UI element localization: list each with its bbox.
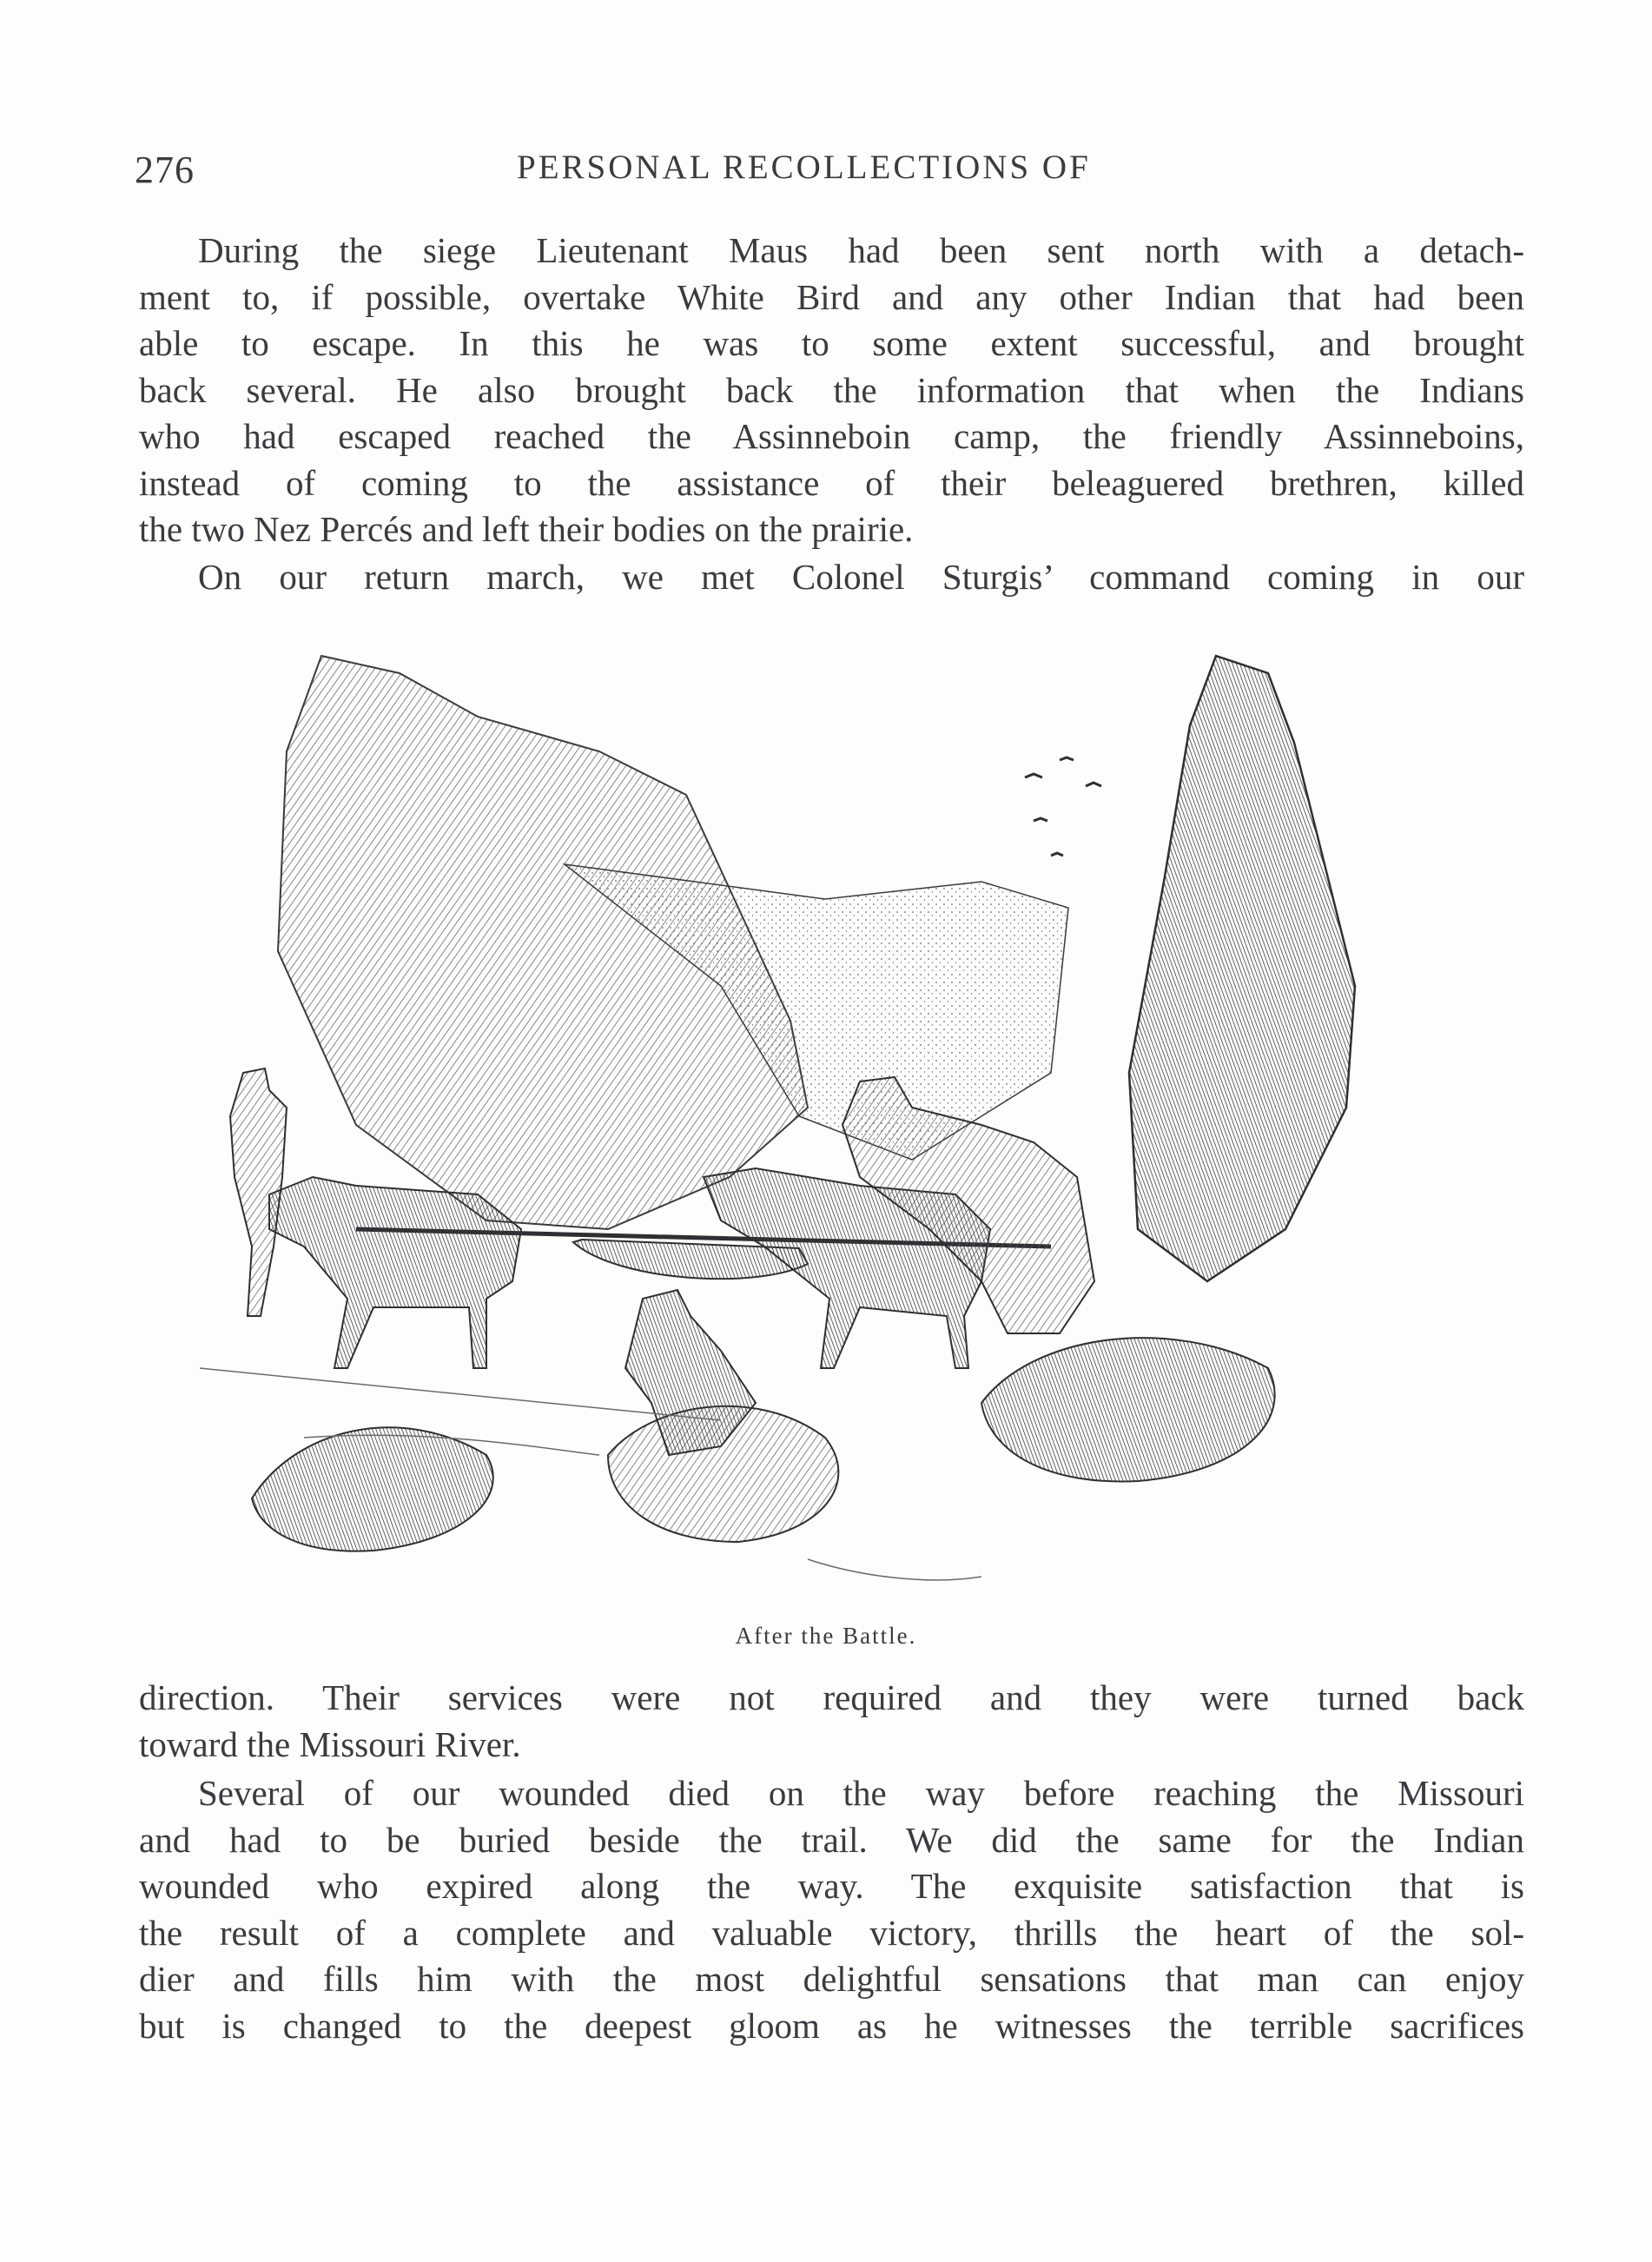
text-line: During the siege Lieutenant Maus had been sent north with a detach-	[198, 230, 1524, 270]
text-line: instead of coming to the assistance of their beleaguered brethren, killed	[139, 462, 1524, 503]
running-head: PERSONAL RECOLLECTIONS OF	[517, 149, 1091, 186]
paragraph-return-march	[139, 554, 1524, 601]
text-line: but is changed to the deepest gloom as he witnesses the terrible sacrifices	[139, 2005, 1524, 2046]
text-line: On our return march, we met Colonel Sturgis’ command coming in our	[198, 557, 1524, 597]
paragraph-siege	[139, 228, 1524, 553]
soldier-left	[230, 1068, 287, 1316]
text-line: direction. Their services were not required and they were turned back	[139, 1677, 1524, 1717]
engraving-illustration	[200, 621, 1433, 1603]
figure-caption: After the Battle.	[735, 1623, 917, 1649]
text-line: toward the Missouri River.	[139, 1723, 521, 1764]
paragraph-direction	[139, 1675, 1524, 1768]
text-line: ment to, if possible, overtake White Bird and any other Indian that had been	[139, 276, 1524, 317]
right-rock-pillar	[1129, 656, 1355, 1281]
foreground-rock-right	[981, 1338, 1275, 1481]
text-line: back several. He also brought back the information that when the Indians	[139, 369, 1524, 410]
text-line: the two Nez Percés and left their bodies on the prairie.	[139, 509, 914, 549]
text-line: who had escaped reached the Assinneboin camp, the friendly Assinneboins,	[139, 416, 1524, 456]
page-number: 276	[135, 149, 195, 191]
left-mule	[269, 1177, 521, 1368]
text-line: the result of a complete and valuable victory, thrills the heart of the sol-	[139, 1912, 1524, 1953]
bird-flock	[1025, 757, 1101, 856]
text-line: and had to be buried beside the trail. We did the same for the Indian	[139, 1819, 1524, 1860]
text-line: wounded who expired along the way. The exquisite satisfaction that is	[139, 1866, 1524, 1906]
text-line: able to escape. In this he was to some extent successful, and brought	[139, 323, 1524, 363]
text-line: Several of our wounded died on the way before reaching the Missouri	[198, 1773, 1524, 1813]
paragraph-wounded	[139, 1770, 1524, 2049]
text-line: dier and fills him with the most delightful sensations that man can enjoy	[139, 1959, 1524, 1999]
foreground-rock-left	[252, 1427, 493, 1551]
